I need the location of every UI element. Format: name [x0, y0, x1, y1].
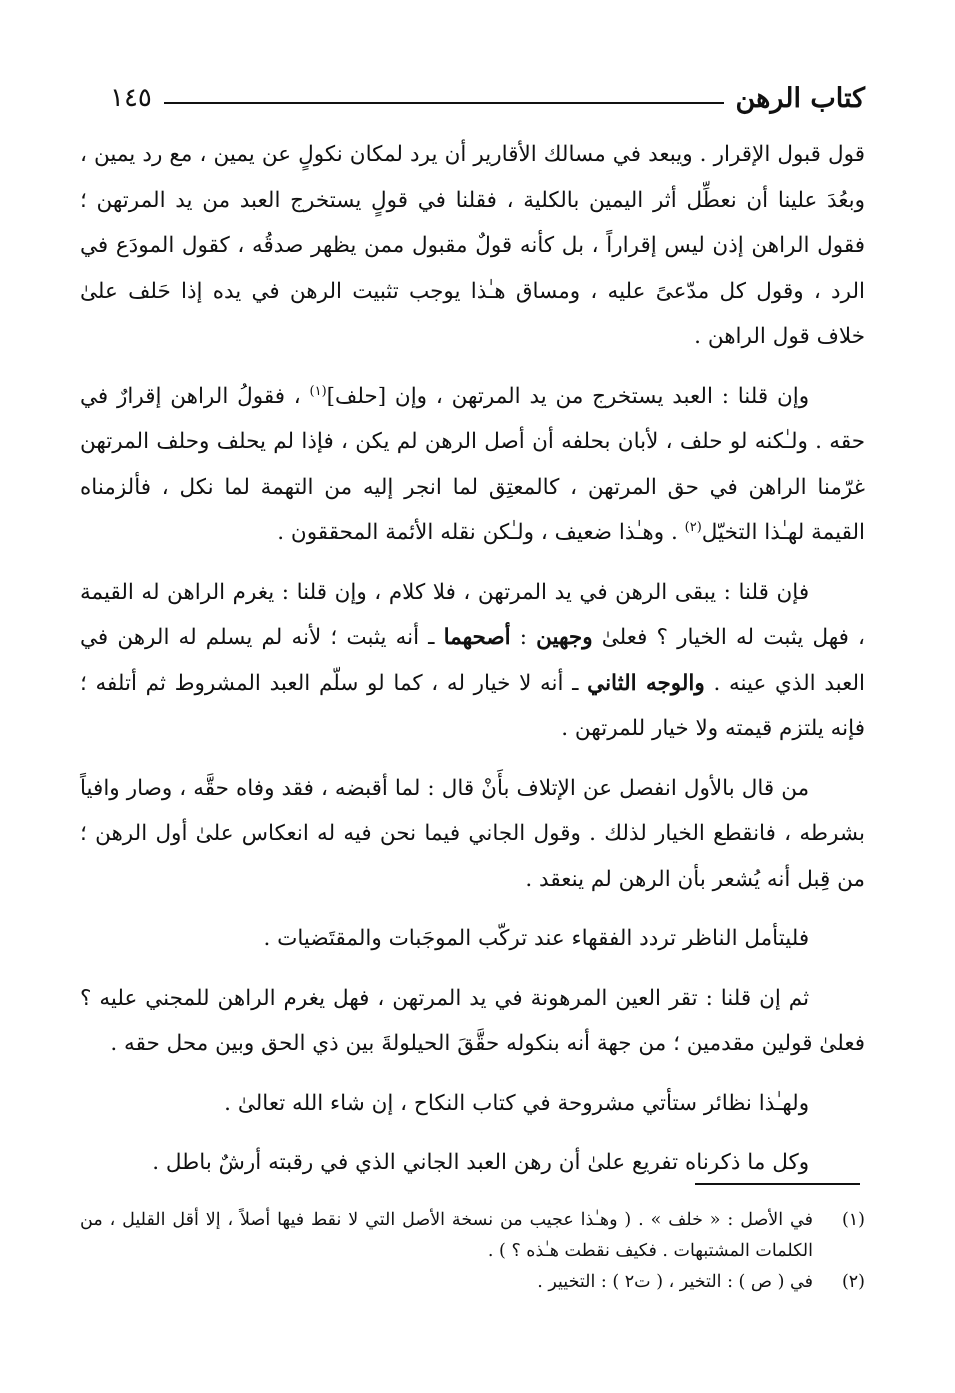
paragraph-3-part-c: ـ أنه يثبت ؛ لأنه لم يسلم له الرهن في العبد الذي عينه .: [80, 625, 865, 696]
paragraph-2-part-c: . وهـٰذا ضعيف ، ولـٰكن نقله الأئمة المحققون .: [277, 520, 685, 545]
footnote-number: (٢): [841, 1272, 865, 1292]
footnote-number: (١): [841, 1210, 865, 1230]
paragraph-5: فليتأمل الناظر تردد الفقهاء عند تركّب الموجَبات والمقتَضيات .: [263, 926, 810, 951]
paragraph-4: من قال بالأول انفصل عن الإتلاف بأَنْ قال : لما أقبضه ، فقد وفاه حقَّه ، وصار وافياً بشرطه ، فانقطع الخيار لذلك . وقول الجاني فيما نحن فيه له انعكاس علىٰ أول الرهن ؛ من قِبل أنه يُشعر بأن الرهن لم ينعقد .: [80, 775, 865, 892]
bold-term-second-view: والوجه الثاني: [587, 670, 705, 696]
paragraph-1: قول قبول الإقرار . ويبعد في مسالك الأقارير أن يرد لمكان نكولٍ عن يمين ، مع رد يمين ، وبعُدَ علينا أن نعطِّل أثر اليمين بالكلية ، فقلنا في قولٍ يستخرج العبد من يد المرتهن ؛ فقول الراهن إذن ليس إقراراً ، بل كأنه قولٌ مقبول ممن يظهر صدقُه ، كقول المودَع في الرد ، وقول كل مدّعىً عليه ، ومساق هـٰذا يوجب تثبيت الرهن في يده إذا حَلف علىٰ خلاف قول الراهن .: [80, 142, 865, 349]
header-rule: [164, 102, 724, 104]
paragraph-3-part-b: :: [510, 625, 537, 650]
footnote-1: [80, 1205, 865, 1267]
paragraph-2: [80, 374, 865, 556]
paragraph-6: ثم إن قلنا : تقر العين المرهونة في يد المرتهن ، فهل يغرم الراهن للمجني عليه ؟ فعلىٰ قولين مقدمين ؛ من جهة أنه بنكوله حقَّقَ الحيلولةَ بين ذي الحق وبين محل حقه .: [80, 985, 865, 1056]
page-number: ١٤٥: [110, 83, 152, 113]
paragraph-3: [80, 570, 865, 752]
paragraph-8: وكل ما ذكرناه تفريع علىٰ أن رهن العبد الجاني الذي في رقبته أرشٌ باطل .: [152, 1150, 810, 1175]
bold-term-two-views: وجهين: [536, 625, 593, 650]
footnote-text: في ( ص ) : التخير ، ( ت٢ ) : التخيير .: [537, 1272, 813, 1292]
paragraph-3-part-d: ـ أنه لا خيار له ، كما لو سلّم العبد المشروط ثم أتلفه ؛ فإنه يلتزم قيمته ولا خيار للمرتهن .: [80, 670, 865, 741]
paragraph-2-part-b: ، فقولُ الراهن إقرارٌ في حقه . ولـٰكنه لو حلف ، لأبان بحلفه أن أصل الرهن لم يكن ، فإذا لم يحلف وحلف المرتهن غرّمنا الراهن في حق المرتهن ، كالمعتِق لما انجر إليه من التهمة لما نكل ، فألزمناه القيمة لهـٰذا التخيّل: [80, 383, 865, 545]
footnote-2: [80, 1267, 865, 1298]
footnotes: [80, 1205, 865, 1298]
footnote-separator: [695, 1183, 860, 1185]
paragraph-3-part-a: فإن قلنا : يبقى الرهن في يد المرتهن ، فلا كلام ، وإن قلنا : يغرم الراهن له القيمة ، فهل يثبت له الخيار ؟ فعلىٰ: [80, 579, 865, 650]
main-text: [80, 132, 865, 1200]
book-title: كتاب الرهن: [735, 82, 865, 114]
footnote-ref-2: (٢): [684, 519, 702, 535]
footnote-text: في الأصل : « خلف » . ( وهـٰذا عجيب من نسخة الأصل التي لا نقط فيها أصلاً ، إلا أقل القليل ، من الكلمات المشتبهات . فكيف نقطت هـٰذه ؟ ) .: [80, 1210, 813, 1261]
running-header: [110, 78, 865, 118]
footnote-ref-1: (١): [309, 383, 327, 399]
bold-term-soundest: أصحهما: [443, 625, 511, 650]
paragraph-2-part-a: وإن قلنا : العبد يستخرج من يد المرتهن ، وإن [حلف]: [326, 383, 810, 409]
paragraph-7: ولهـٰذا نظائر ستأتي مشروحة في كتاب النكاح ، إن شاء الله تعالىٰ .: [224, 1090, 810, 1116]
